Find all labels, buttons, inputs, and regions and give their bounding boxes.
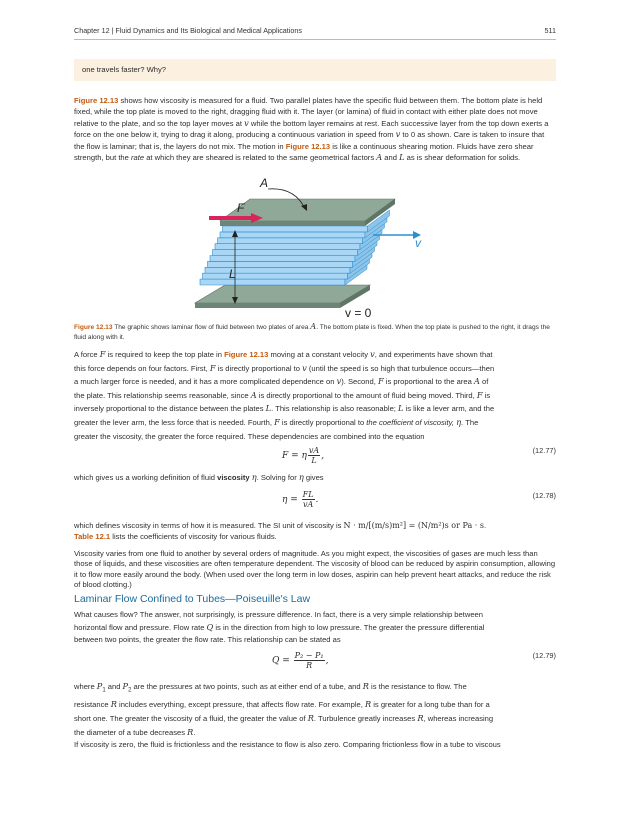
equation-number: (12.77) — [532, 446, 556, 455]
paragraph-viscosity-def: which gives us a working definition of fluid viscosity η. Solving for η gives — [74, 472, 324, 482]
force-label: F — [237, 201, 245, 215]
page-header — [74, 26, 556, 35]
fluid-layer — [223, 226, 368, 232]
chapter-title: Chapter 12 | Fluid Dynamics and Its Biological and Medical Applications — [74, 26, 302, 35]
velocity-label: v — [415, 236, 421, 250]
header-divider — [74, 39, 556, 40]
caption-label: Figure 12.13 — [74, 324, 113, 331]
figure-link[interactable]: Figure 12.13 — [224, 350, 269, 359]
equation-number: (12.78) — [532, 491, 556, 500]
paragraph-frictionless: If viscosity is zero, the fluid is frictionless and the resistance to flow is also zero. Comparing frictionless flow in a tube to viscous — [74, 740, 501, 749]
force-arrow — [209, 216, 251, 220]
area-label: A — [260, 176, 269, 190]
figure-link[interactable]: Figure 12.13 — [285, 141, 331, 151]
section-heading: Laminar Flow Confined to Tubes—Poiseuille's Law — [74, 593, 311, 605]
paragraph-viscosity-variation: Viscosity varies from one fluid to another by several orders of magnitude. As you might expect, the viscosities of gases are much less than those of liquids, and these viscosities are often temperature dependent. The viscosity of blood can be reduced by aspirin consumption, allowing it to flow more easily around the body. (When used over the long term in low doses, aspirin can help prevent heart attacks, and reduce the risk of blood clotting.) — [74, 549, 556, 590]
fluid-layer — [215, 244, 360, 250]
page-number: 511 — [544, 26, 556, 35]
fluid-layer — [213, 250, 358, 256]
paragraph-intro: Figure 12.13 shows how viscosity is measured for a fluid. Two parallel plates have the specific fluid between them. The bottom plate is held fixed, while the top plate is moved to the right, dragging fluid with it. The layer (or lamina) of fluid in contact with either plate does not move relative to the plate, and so the top layer moves at v while the bottom layer remains at rest. Each successive layer from the top down exerts a force on the one below it, trying to drag it along, producing a continuous variation in speed from v to 0 as shown. Care is taken to insure that the flow is laminar; that is, the layers do not mix. The motion in Figure 12.13 is like a continuous shearing motion. Fluids have zero shear strength, but the rate at which they are sheared is related to the same geometrical factors A and L as is shear deformation for solids. — [74, 96, 549, 163]
fluid-layer — [205, 267, 350, 273]
paragraph-si-unit: which defines viscosity in terms of how it is measured. The SI unit of viscosity is N · m/[(m/s)m²] = (N/m²)s or Pa · s. Table 12.1 lists the coefficients of viscosity for various fluids. — [74, 521, 487, 542]
fluid-layer — [220, 232, 365, 238]
question-callout: one travels faster? Why? — [74, 59, 556, 81]
fluid-layer — [200, 279, 345, 285]
fluid-layer — [210, 256, 355, 262]
paragraph-resistance: where $P_1$ and $P_2$ are the pressures at two points, such as at either end of a tube, and R is the resistance to flow. The resistance R includes everything, except pressure, that affects flow rate. For example, R is greater for a long tube than for a short one. The greater the viscosity of a fluid, the greater the value of R. Turbulence greatly increases R, whereas increasing the diameter of a tube decreases R. — [74, 681, 494, 737]
fluid-layer — [218, 238, 363, 244]
equation-12-79: Q = $\frac{\text{P₂ − P₁}}{R}$ , — [272, 651, 329, 670]
laminar-flow-figure — [165, 175, 435, 320]
equation-number: (12.79) — [532, 651, 556, 660]
zero-velocity-label: v = 0 — [345, 306, 372, 320]
figure-caption: Figure 12.13 The graphic shows laminar flow of fluid between two plates of area A. The bottom plate is fixed. When the top plate is pushed to the right, it drags the fluid along with it. — [74, 321, 550, 341]
equation-12-77: F = η $\frac{vA}{L}$ , — [282, 446, 325, 465]
distance-label: L — [229, 267, 236, 281]
equation-12-78: η = $\frac{FL}{vA}$ . — [282, 490, 319, 509]
figure-link[interactable]: Figure 12.13 — [74, 96, 119, 105]
bottom-plate — [195, 285, 370, 303]
table-link[interactable]: Table 12.1 — [74, 532, 111, 542]
fluid-layer — [203, 273, 348, 279]
paragraph-force-factors: A force F is required to keep the top plate in Figure 12.13 moving at a constant velocity v, and experiments have shown that this force depends on four factors. First, F is directly proportional to v (until the speed is so high that turbulence occurs—then a much larger force is needed, and it has a more complicated dependence on v). Second, F is proportional to the area A of the plate. This relationship seems reasonable, since A is directly proportional to the amount of fluid being moved. Third, F is inversely proportional to the distance between the plates L. This relationship is also reasonable; L is like a lever arm, and the greater the lever arm, the less force that is needed. Fourth, F is directly proportional to the coefficient of viscosity, η. The greater the viscosity, the greater the force required. These dependencies are combined into the equation — [74, 349, 495, 441]
paragraph-flow-cause: What causes flow? The answer, not surprisingly, is pressure difference. In fact, there is a very simple relationship between horizontal flow and pressure. Flow rate Q is in the direction from high to low pressure. The greater the pressure differential between two points, the greater the flow rate. This relationship can be stated as — [74, 610, 485, 645]
bottom-plate-edge — [195, 303, 340, 308]
